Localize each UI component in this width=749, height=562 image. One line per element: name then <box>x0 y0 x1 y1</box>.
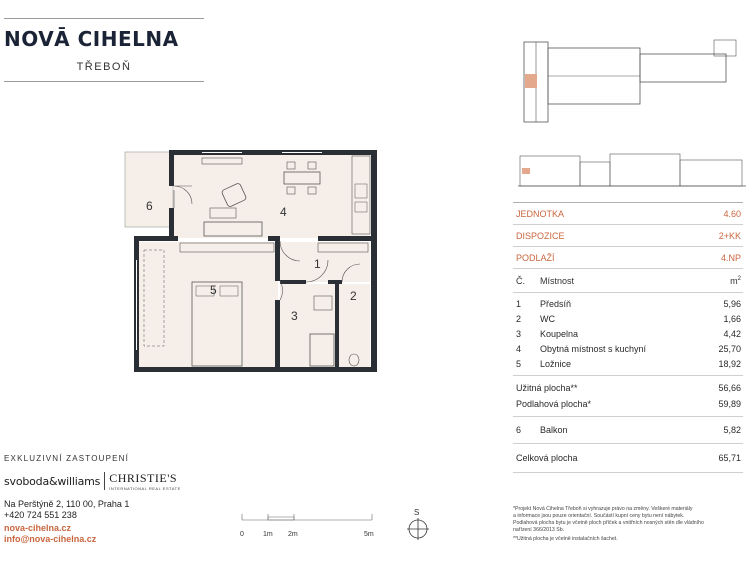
room-name: Předsíň <box>540 298 572 309</box>
room-area: 18,92 <box>718 358 741 369</box>
wall-bed-hall <box>275 241 280 281</box>
room-number: 1 <box>314 257 321 271</box>
balcony-area: 5,82 <box>723 425 741 435</box>
room-name: WC <box>540 313 555 324</box>
room-area: 4,42 <box>723 328 741 339</box>
room-no: 4 <box>516 343 522 354</box>
divider <box>513 443 743 444</box>
bathroom-area <box>280 284 336 368</box>
unit-info-panel <box>513 202 743 477</box>
col-unit-sup: 2 <box>737 275 741 282</box>
footnote-line: nařízení 366/2013 Sb. <box>513 527 565 533</box>
scale-segment <box>268 517 294 520</box>
logo-divider <box>104 472 105 490</box>
table-row <box>513 356 743 371</box>
agent-logo-right-text: CHRISTIE'S <box>109 471 178 485</box>
unit-label: JEDNOTKA <box>516 208 565 219</box>
wall-living-hall <box>318 236 376 241</box>
scale-label: 0 <box>240 531 244 538</box>
col-unit-text: m <box>730 275 738 286</box>
divider <box>4 18 204 19</box>
website-link[interactable]: nova-cihelna.cz <box>4 523 72 533</box>
email-link[interactable]: info@nova-cihelna.cz <box>4 534 97 544</box>
room-area: 5,96 <box>723 298 741 309</box>
usable-area-row <box>513 380 743 396</box>
agent-logo-left: svoboda&williams <box>4 474 101 488</box>
scale-label: 1m <box>263 531 273 538</box>
room-name: Obytná místnost s kuchyní <box>540 343 647 354</box>
room-name: Koupelna <box>540 328 579 339</box>
floor-row <box>513 247 743 269</box>
floor-plan <box>122 150 378 372</box>
footnote-line: *Projekt Nová Cihelna Třeboň si vyhrazuje právo na změny. Veškeré materiály <box>513 506 693 512</box>
col-no: Č. <box>516 275 525 286</box>
wall-bath-wc <box>335 284 339 370</box>
facade <box>580 162 610 186</box>
floor-value: 4.NP <box>720 252 741 263</box>
agent-logo <box>4 471 204 491</box>
room-name: Ložnice <box>540 358 572 369</box>
divider <box>513 375 743 376</box>
total-area-value: 65,71 <box>718 453 741 463</box>
footnote-line: Podlahová plocha bytu je včetně ploch příček a vnitřních nosných stěn dle vládního <box>513 520 704 526</box>
divider <box>4 81 204 82</box>
table-row <box>513 296 743 311</box>
floor-area-value: 59,89 <box>718 399 741 409</box>
balcony-area <box>125 152 173 227</box>
agent-address: Na Perštýně 2, 110 00, Praha 1 <box>4 499 130 509</box>
room-no: 1 <box>516 298 522 309</box>
wall-hall-bath <box>280 280 306 284</box>
agent-address-block <box>4 499 204 521</box>
hall-area <box>280 242 370 282</box>
project-city: TŘEBOŇ <box>76 61 132 73</box>
scale-bar <box>232 508 382 542</box>
total-area-label: Celková plocha <box>516 453 578 463</box>
balcony-name: Balkon <box>540 425 568 435</box>
room-number: 6 <box>146 199 153 213</box>
balcony-no: 6 <box>516 425 522 435</box>
layout-label: DISPOZICE <box>516 230 565 241</box>
outer-wall-top <box>169 150 377 155</box>
unit-value: 4.60 <box>723 208 741 219</box>
brand-block <box>4 18 204 82</box>
table-row <box>513 341 743 356</box>
scale-label: 2m <box>288 531 298 538</box>
usable-area-label: Užitná plocha** <box>516 383 578 393</box>
agent-links <box>4 523 204 545</box>
footnotes <box>513 506 745 543</box>
unit-highlight <box>522 168 530 174</box>
room-number: 2 <box>350 289 357 303</box>
living-room-area <box>174 154 370 238</box>
agent-label: EXKLUZIVNÍ ZASTOUPENÍ <box>4 454 130 463</box>
unit-row <box>513 203 743 225</box>
outer-wall-left-living <box>169 150 174 186</box>
wall-hall-wc <box>328 280 342 284</box>
divider <box>513 472 743 473</box>
agent-phone[interactable]: +420 724 551 238 <box>4 510 77 520</box>
outer-wall-bottom <box>134 367 377 372</box>
outer-wall-left-living2 <box>169 208 174 240</box>
compass-icon <box>405 507 431 541</box>
table-row <box>513 326 743 341</box>
floor-area-row <box>513 396 743 412</box>
unit-highlight <box>525 74 537 88</box>
room-no: 3 <box>516 328 522 339</box>
key-plan <box>518 34 746 124</box>
footnote-line: **Užitná plocha je včetně instalačních šachet. <box>513 536 618 542</box>
room-area: 1,66 <box>723 313 741 324</box>
building-wing <box>640 54 726 82</box>
facade <box>680 160 742 186</box>
footnote-line: a informace jsou pouze orientační. Součástí kupní ceny bytu není nábytek. <box>513 513 685 519</box>
room-number: 3 <box>291 309 298 323</box>
room-no: 2 <box>516 313 522 324</box>
total-area-row <box>513 448 743 468</box>
divider <box>513 416 743 417</box>
layout-row <box>513 225 743 247</box>
layout-value: 2+KK <box>718 230 741 241</box>
project-title: NOVĀ CIHELNA <box>4 27 179 51</box>
rooms-table-header <box>513 269 743 293</box>
building-wing <box>714 40 736 56</box>
agent-logo-right <box>109 471 181 491</box>
balcony-row <box>513 421 743 439</box>
agent-block <box>4 454 204 545</box>
room-number: 5 <box>210 283 217 297</box>
floor-label: PODLAŽÍ <box>516 252 555 263</box>
room-no: 5 <box>516 358 522 369</box>
outer-wall-right <box>371 150 377 372</box>
wall-bed-bath <box>275 300 280 370</box>
compass-label: S <box>414 508 420 517</box>
building-elevation <box>518 146 746 194</box>
bedroom-area <box>138 242 278 368</box>
floor-area-label: Podlahová plocha* <box>516 399 592 409</box>
agent-logo-right-small: INTERNATIONAL REAL ESTATE <box>109 486 181 491</box>
wall-living-bed-2 <box>268 236 280 241</box>
room-number: 4 <box>280 205 287 219</box>
table-row <box>513 311 743 326</box>
col-unit <box>691 276 741 286</box>
col-room: Místnost <box>540 275 575 286</box>
rooms-table-body <box>513 293 743 371</box>
scale-label: 5m <box>364 531 374 538</box>
usable-area-value: 56,66 <box>718 383 741 393</box>
wall-living-bed <box>134 236 178 241</box>
room-area: 25,70 <box>718 343 741 354</box>
facade <box>610 154 680 186</box>
